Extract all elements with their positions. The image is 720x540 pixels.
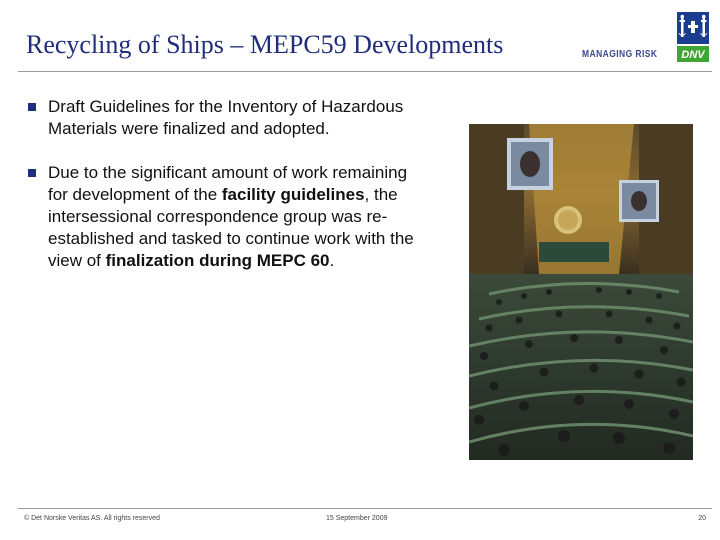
bullet-text-bold: facility guidelines [221, 185, 365, 204]
slide-title: Recycling of Ships – MEPC59 Developments [26, 30, 504, 59]
title-divider [18, 71, 712, 72]
bullet-text: Draft Guidelines for the Inventory of Hazardous Materials were finalized and adopted. [48, 97, 404, 138]
bullet-square-icon [28, 169, 36, 177]
bullet-text: . [329, 251, 335, 270]
bullet-list [28, 96, 428, 294]
bullet-text: , the intersessional correspondence group was re-established and tasked to continue work with the view of [48, 185, 414, 270]
tagline: MANAGING RISK [582, 49, 658, 60]
bullet-item [28, 96, 428, 140]
footer-divider [18, 508, 712, 509]
bullet-text-bold: finalization during MEPC 60 [105, 251, 330, 270]
page-number: 20 [698, 515, 706, 522]
footer-date: 15 September 2009 [326, 515, 388, 522]
bullet-item [28, 162, 428, 272]
bullet-text: Due to the significant amount of work remaining for development of the [48, 163, 408, 204]
un-general-assembly-photo [469, 124, 693, 460]
footer-copyright: © Det Norske Veritas AS. All rights reserved [24, 515, 160, 522]
dnv-logo [677, 12, 709, 62]
bullet-square-icon [28, 103, 36, 111]
logo-text: DNV [681, 49, 705, 61]
